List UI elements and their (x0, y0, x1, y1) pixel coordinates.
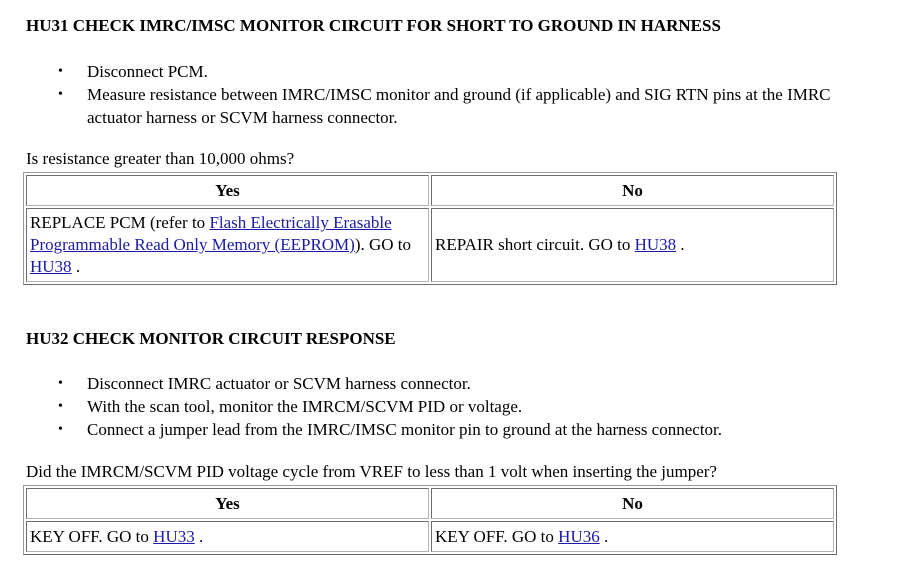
hu31-no-text: REPAIR short circuit. GO to (435, 235, 635, 254)
hu32-step-text: Disconnect IMRC actuator or SCVM harness connector. (87, 374, 471, 393)
hu31-step (0, 60, 900, 83)
hu38-link[interactable]: HU38 (30, 257, 72, 276)
hu31-yes-text: REPLACE PCM (refer to (30, 213, 210, 232)
bullet-icon: • (58, 399, 63, 414)
eeprom-link[interactable]: Flash Electrically Erasable Programmable Read Only Memory (EEPROM) (30, 213, 392, 254)
hu38-link[interactable]: HU38 (634, 235, 677, 254)
hu32-answer-table (23, 485, 837, 555)
hu32-yes-header: Yes (26, 488, 429, 519)
hu31-steps (0, 60, 900, 129)
hu32-yes-text-end: . (194, 526, 204, 546)
bullet-icon: • (58, 422, 63, 437)
hu31-no-header: No (431, 175, 834, 206)
hu31-no-text-end: . (676, 235, 685, 254)
hu32-steps (0, 372, 900, 441)
hu31-step-text: Measure resistance between IMRC/IMSC monitor and ground (if applicable) and SIG RTN pins at the IMRC actuator harness or SCVM harness connector. (87, 85, 831, 127)
hu31-yes-cell (26, 208, 429, 282)
hu33-link[interactable]: HU33 (153, 526, 195, 546)
hu31-no-cell (431, 208, 834, 282)
hu32-step (0, 418, 900, 441)
hu32-step (0, 395, 900, 418)
hu31-title: HU31 CHECK IMRC/IMSC MONITOR CIRCUIT FOR SHORT TO GROUND IN HARNESS (26, 16, 721, 35)
hu32-step (0, 372, 900, 395)
bullet-icon: • (58, 87, 63, 102)
hu32-no-text: KEY OFF. GO to (435, 526, 559, 546)
hu32-no-cell (431, 521, 834, 552)
hu32-no-text-end: . (599, 526, 609, 546)
hu31-question: Is resistance greater than 10,000 ohms? (26, 149, 295, 168)
hu32-step-text: With the scan tool, monitor the IMRCM/SCVM PID or voltage. (87, 397, 523, 416)
hu31-step-text: Disconnect PCM. (87, 62, 208, 81)
hu31-step (0, 83, 900, 129)
hu32-no-header: No (431, 488, 834, 519)
hu32-step-text: Connect a jumper lead from the IMRC/IMSC monitor pin to ground at the harness connector. (87, 420, 723, 439)
bullet-icon: • (58, 64, 63, 79)
hu31-yes-text-end: . (71, 257, 81, 276)
hu32-yes-text: KEY OFF. GO to (30, 526, 154, 546)
hu32-title: HU32 CHECK MONITOR CIRCUIT RESPONSE (26, 329, 396, 348)
hu36-link[interactable]: HU36 (558, 526, 600, 546)
hu32-yes-cell (26, 521, 429, 552)
bullet-icon: • (58, 376, 63, 391)
hu31-yes-header: Yes (26, 175, 429, 206)
hu31-yes-text-mid: ). GO to (354, 235, 412, 254)
hu31-answer-table (23, 172, 837, 285)
hu32-question: Did the IMRCM/SCVM PID voltage cycle from VREF to less than 1 volt when inserting the jumper? (26, 462, 717, 481)
